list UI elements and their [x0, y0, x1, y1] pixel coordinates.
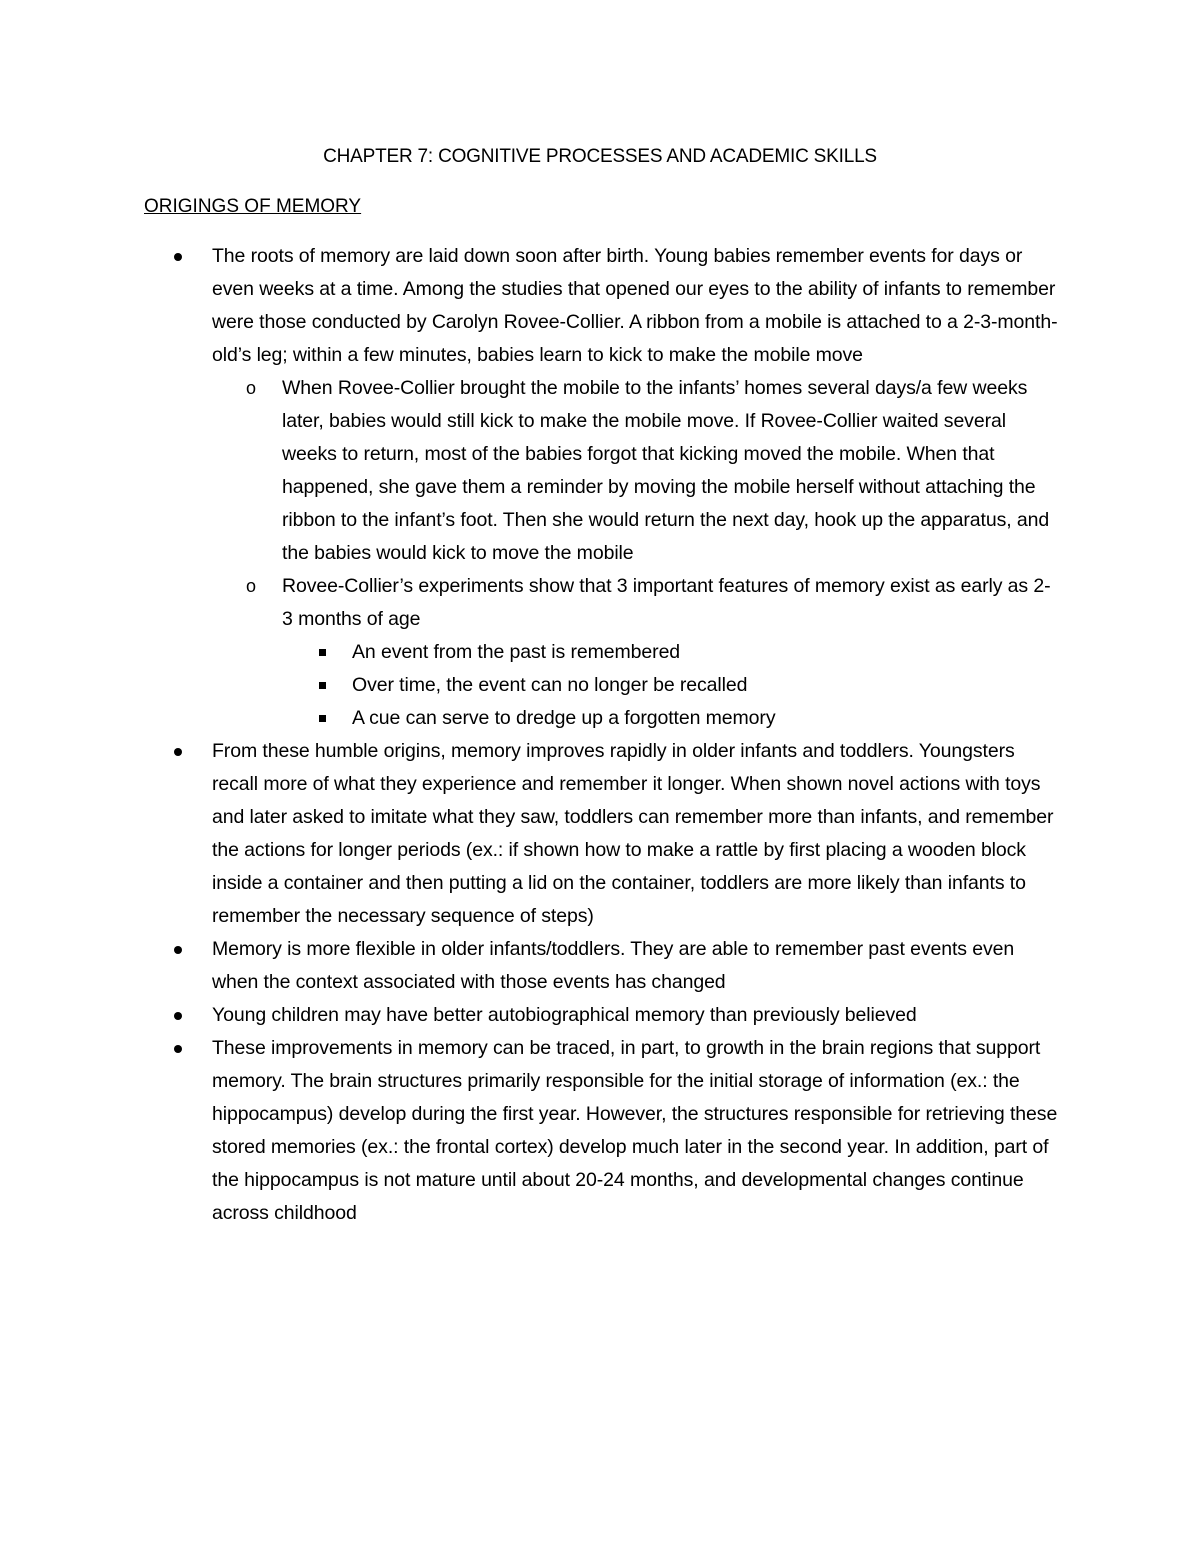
list-item-text: When Rovee-Collier brought the mobile to the infants’ homes several days/a few weeks later, babies would still kick to make the mobile move. If Rovee-Collier waited several weeks to return, most of the babies forgot that kicking moved the mobile. When that happened, she gave them a reminder by moving the mobile herself without attaching the ribbon to the infant’s foot. Then she would return the next day, hook up the apparatus, and the babies would kick to move the mobile	[282, 377, 1050, 564]
list-item-text: The roots of memory are laid down soon after birth. Young babies remember events for days or even weeks at a time. Among the studies that opened our eyes to the ability of infants to remember were those conducted by Carolyn Rovee-Collier. A ribbon from a mobile is attached to a 2-3-month-old’s leg; within a few minutes, babies learn to kick to make the mobile move	[212, 245, 1058, 366]
bullet-dot-icon	[174, 253, 182, 261]
list-item	[246, 372, 1060, 570]
list-item	[212, 735, 1060, 933]
list-item	[352, 669, 1060, 702]
list-item	[212, 240, 1060, 372]
bullet-list	[0, 240, 1200, 1230]
list-item-text: From these humble origins, memory improves rapidly in older infants and toddlers. Youngsters recall more of what they experience and remember it longer. When shown novel actions with toys and later asked to imitate what they saw, toddlers can remember more than infants, and remember the actions for longer periods (ex.: if shown how to make a rattle by first placing a wooden block inside a container and then putting a lid on the container, toddlers are more likely than infants to remember the necessary sequence of steps)	[212, 740, 1054, 927]
list-item	[246, 570, 1060, 636]
list-item	[352, 636, 1060, 669]
list-item	[212, 1032, 1060, 1230]
bullet-square-icon	[319, 715, 326, 722]
list-item	[212, 999, 1060, 1032]
list-item-text: Rovee-Collier’s experiments show that 3 important features of memory exist as early as 2-3 months of age	[282, 575, 1051, 630]
list-item-text: Over time, the event can no longer be recalled	[352, 674, 748, 696]
bullet-dot-icon	[174, 748, 182, 756]
bullet-dot-icon	[174, 1045, 182, 1053]
list-item-text: Young children may have better autobiographical memory than previously believed	[212, 1004, 917, 1026]
section-heading: ORIGINGS OF MEMORY	[144, 196, 362, 217]
chapter-title: CHAPTER 7: COGNITIVE PROCESSES AND ACADEMIC SKILLS	[323, 146, 877, 167]
bullet-dot-icon	[174, 946, 182, 954]
list-item-text: Memory is more flexible in older infants/toddlers. They are able to remember past events even when the context associated with those events has changed	[212, 938, 1015, 993]
list-item-text: An event from the past is remembered	[352, 641, 681, 663]
list-item-text: These improvements in memory can be traced, in part, to growth in the brain regions that support memory. The brain structures primarily responsible for the initial storage of information (ex.: the hippocampus) develop during the first year. However, the structures responsible for retrieving these stored memories (ex.: the frontal cortex) develop much later in the second year. In addition, part of the hippocampus is not mature until about 20-24 months, and developmental changes continue across childhood	[212, 1037, 1058, 1224]
bullet-square-icon	[319, 649, 326, 656]
bullet-dot-icon	[174, 1012, 182, 1020]
bullet-circle-icon: o	[246, 576, 256, 596]
list-item	[212, 933, 1060, 999]
bullet-square-icon	[319, 682, 326, 689]
bullet-circle-icon: o	[246, 378, 256, 398]
list-item-text: A cue can serve to dredge up a forgotten memory	[352, 707, 776, 729]
list-item	[352, 702, 1060, 735]
